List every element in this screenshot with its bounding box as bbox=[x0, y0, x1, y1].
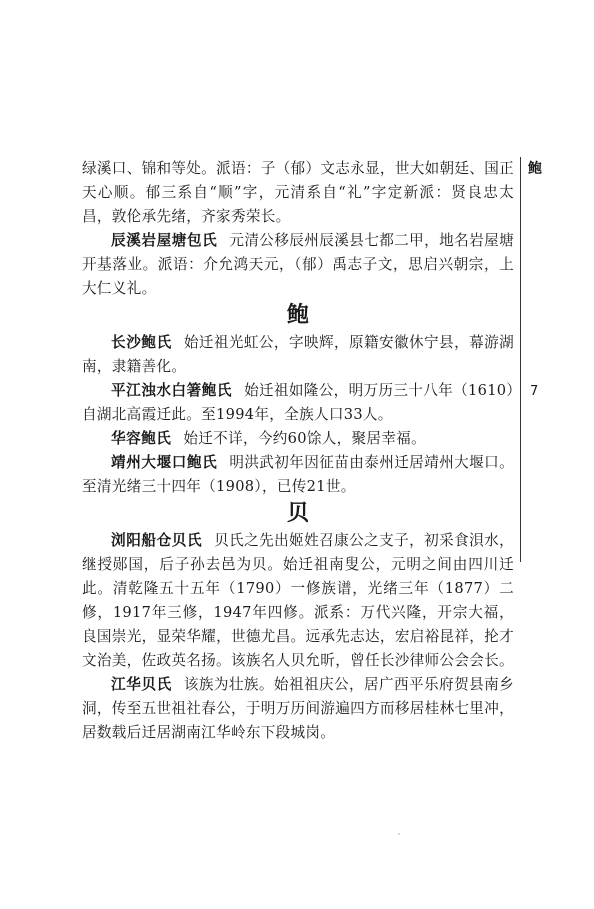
main-text-column bbox=[82, 157, 514, 745]
entry-jingzhou-bao bbox=[82, 451, 514, 499]
entry-huarong-bao bbox=[82, 427, 514, 451]
entry-name: 辰溪岩屋塘包氏 bbox=[111, 232, 218, 249]
entry-name: 长沙鲍氏 bbox=[111, 334, 172, 351]
section-heading-bao: 鲍 bbox=[286, 303, 309, 328]
entry-text: 明洪武初年因征苗由泰州迁居靖州大堰口。至清光绪三十四年（1908），已传21世。 bbox=[82, 454, 514, 495]
continuation-paragraph: 绿溪口、锦和等处。派语：子（郁）文志永显，世大如朝廷、国正天心顺。郁三系自“顺”字，元清系自“礼”字定新派：贤良忠太昌，敦伦承先绪，齐家秀荣长。 bbox=[82, 160, 514, 225]
entry-name: 浏阳船仓贝氏 bbox=[111, 532, 203, 549]
running-head: 鲍 bbox=[528, 161, 542, 177]
page-number: 7 bbox=[530, 384, 539, 399]
entry-liuyang-bei bbox=[82, 529, 514, 673]
entry-text: 始迁祖如隆公，明万历三十八年（1610）自湖北高霞迁此。至1994年，全族人口33人。 bbox=[82, 382, 514, 423]
entry-name: 平江浊水白箸鲍氏 bbox=[111, 382, 233, 399]
entry-name: 华容鲍氏 bbox=[111, 430, 172, 447]
entry-text: 始迁不详，今约60馀人，聚居幸福。 bbox=[183, 430, 426, 447]
section-heading-bei: 贝 bbox=[286, 501, 309, 526]
entry-jianghua-bei bbox=[82, 673, 514, 745]
entry-changsha-bao bbox=[82, 331, 514, 379]
entry-name: 靖州大堰口鲍氏 bbox=[111, 454, 218, 471]
entry-text: 元清公移辰州辰溪县七都二甲，地名岩屋塘开基落业。派语：介允鸿天元，（郁）禹志子文，思启兴朝宗，上大仁义礼。 bbox=[82, 232, 514, 297]
margin-rule bbox=[520, 157, 521, 562]
entry-text: 始迁祖光虹公，字映辉，原籍安徽休宁县，幕游湖南，隶籍善化。 bbox=[82, 334, 514, 375]
entry-text: 该族为壮族。始祖祖庆公，居广西平乐府贺县南乡洞，传至五世祖社春公，于明万历间游遍四方而移居桂林七里冲，居数载后迁居湖南江华岭东下段城岗。 bbox=[82, 676, 514, 741]
entry-pingjiang-bao bbox=[82, 379, 514, 427]
entry-name: 江华贝氏 bbox=[111, 676, 172, 693]
entry-text: 贝氏之先出姬姓召康公之支子，初采食浿水，继授郧国，后子孙去邑为贝。始迁祖南叟公，元明之间由四川迁此。清乾隆五十五年（1790）一修族谱，光绪三年（1877）二修，1917年三修，1947年四修。派系：万代兴隆，开宗大福，良国崇光，显荣华耀，世德尤昌。远承先志达，宏启裕昆祥，抡才文治美，佐政英名扬。该族名人贝允昕，曾任长沙律师公会会长。 bbox=[82, 532, 514, 669]
scan-speck bbox=[398, 833, 400, 835]
entry-chenxi-bao bbox=[82, 229, 514, 301]
